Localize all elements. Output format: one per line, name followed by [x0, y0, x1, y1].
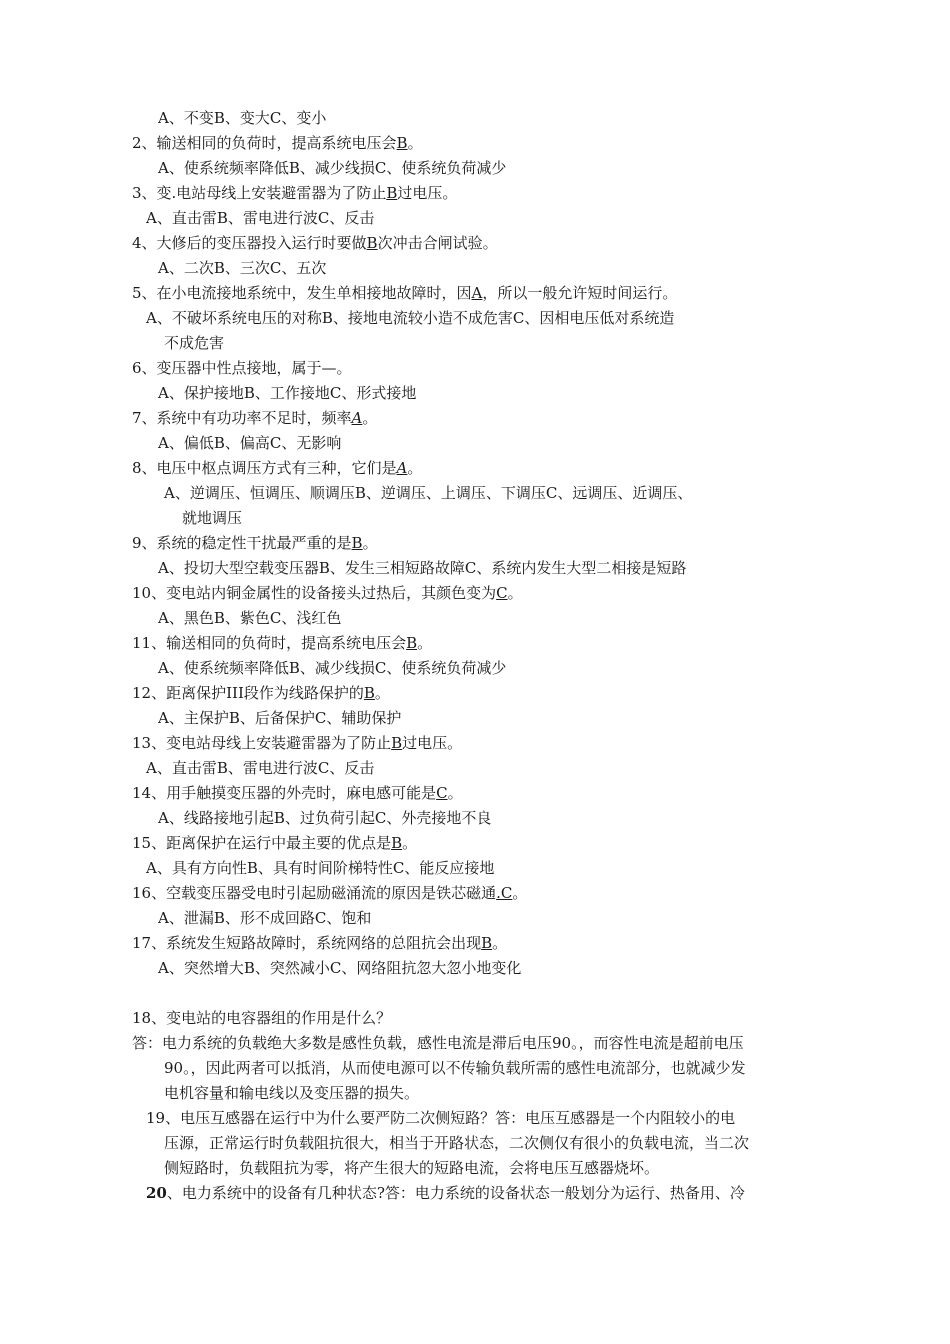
options-line: [164, 481, 692, 505]
question-line: [132, 581, 523, 605]
answer-mark: B: [406, 634, 418, 652]
question-line: [132, 456, 422, 480]
question-tail: 。: [407, 459, 423, 477]
question-text: 2、输送相同的负荷时，提高系统电压会: [132, 134, 397, 152]
question-tail: 。: [407, 134, 423, 152]
qa-paragraph: [164, 1156, 659, 1180]
answer-mark: C: [496, 584, 508, 602]
question-line: [132, 631, 432, 655]
question-tail: 。: [362, 409, 378, 427]
options-line: [158, 381, 416, 405]
question-heading: [132, 1006, 391, 1030]
question-text: 8、电压中枢点调压方式有三种，它们是: [132, 459, 397, 477]
question-line: [132, 681, 390, 705]
options-line: [158, 956, 521, 980]
answer-mark: A: [471, 284, 483, 302]
text: A、线路接地引起B、过负荷引起C、外壳接地不良: [158, 809, 492, 827]
question-tail: ，所以一般允许短时间运行。: [482, 284, 678, 302]
answer-mark: B: [396, 134, 408, 152]
text: A、主保护B、后备保护C、辅助保护: [158, 709, 402, 727]
options-line: [158, 431, 341, 455]
question-tail: 。: [447, 784, 463, 802]
question-line: [132, 181, 457, 205]
text: A、突然增大B、突然减小C、网络阻抗忽大忽小地变化: [158, 959, 522, 977]
question-tail: 。: [507, 584, 523, 602]
question-text: 7、系统中有功功率不足时，频率: [132, 409, 352, 427]
text: A、不变B、变大C、变小: [158, 109, 327, 127]
question-line: [132, 931, 507, 955]
text: A、使系统频率降低B、减少线损C、使系统负荷减少: [158, 659, 507, 677]
question-tail: 次冲击合闸试验。: [377, 234, 498, 252]
answer-mark: A: [351, 409, 363, 427]
options-line: [146, 856, 494, 880]
question-tail: 。: [512, 884, 528, 902]
answer-mark: B: [363, 684, 375, 702]
options-line: [158, 606, 341, 630]
answer-mark: B: [391, 734, 403, 752]
question-text: 4、大修后的变压器投入运行时要做: [132, 234, 367, 252]
text: A、保护接地B、工作接地C、形式接地: [158, 384, 417, 402]
question-line: [132, 406, 377, 430]
text: 压源，正常运行时负载阻抗很大，相当于开路状态，二次侧仅有很小的负载电流，当二次: [164, 1134, 750, 1152]
question-text: 17、系统发生短路故障时，系统网络的总阻抗会出现: [132, 934, 482, 952]
qa-paragraph: [164, 1131, 749, 1155]
options-continuation: [164, 331, 224, 355]
question-line: [132, 881, 527, 905]
question-text: 9、系统的稳定性干扰最严重的是: [132, 534, 352, 552]
answer-mark: B: [391, 834, 403, 852]
question-tail: 。: [362, 534, 378, 552]
options-line: [146, 756, 374, 780]
text: 90。，因此两者可以抵消，从而使电源可以不传输负载所需的感性电流部分，也就减少发: [164, 1059, 746, 1077]
question-line: [132, 231, 498, 255]
qa-paragraph: [146, 1106, 735, 1130]
question-tail: 。: [402, 834, 418, 852]
answer-mark: B: [366, 234, 378, 252]
text: A、不破坏系统电压的对称B、接地电流较小造不成危害C、因相电压低对系统造: [146, 309, 675, 327]
text: 答：电力系统的负载绝大多数是感性负载，感性电流是滞后电压90。，而容性电流是超前电压: [132, 1034, 744, 1052]
text: 电机容量和输电线以及变压器的损失。: [164, 1084, 420, 1102]
question-text: 13、变电站母线上安装避雷器为了防止: [132, 734, 392, 752]
question-text: 16、空载变压器受电时引起励磁涌流的原因是铁芯磁通: [132, 884, 497, 902]
answer-mark: B: [386, 184, 398, 202]
qa-paragraph: [146, 1181, 745, 1205]
question-line: [132, 281, 677, 305]
question-text: 12、距离保护III段作为线路保护的: [132, 684, 364, 702]
options-line: [146, 206, 374, 230]
text: A、直击雷B、雷电进行波C、反击: [146, 759, 375, 777]
options-line: [158, 656, 506, 680]
options-line: [158, 106, 326, 130]
text: 19、电压互感器在运行中为什么要严防二次侧短路？答：电压互感器是一个内阻较小的电: [146, 1109, 736, 1127]
question-line: [132, 131, 423, 155]
question-text: 15、距离保护在运行中最主要的优点是: [132, 834, 392, 852]
options-line: [158, 906, 371, 930]
question-text: 10、变电站内铜金属性的设备接头过热后，其颜色变为: [132, 584, 497, 602]
text: 不成危害: [164, 334, 225, 352]
options-continuation: [182, 506, 242, 530]
options-line: [158, 706, 401, 730]
answer-paragraph: [164, 1056, 746, 1080]
question-line: [132, 356, 352, 380]
question-tail: 过电压。: [402, 734, 463, 752]
text: A、泄漏B、形不成回路C、饱和: [158, 909, 372, 927]
answer-paragraph: [132, 1031, 744, 1055]
text: 就地调压: [182, 509, 243, 527]
question-text: 11、输送相同的负荷时，提高系统电压会: [132, 634, 407, 652]
options-line: [158, 256, 326, 280]
answer-mark: .C: [496, 884, 513, 902]
question-line: [132, 831, 417, 855]
answer-paragraph: [164, 1081, 419, 1105]
text: 侧短路时，负载阻抗为零，将产生很大的短路电流，会将电压互感器烧坏。: [164, 1159, 660, 1177]
question-number: 20: [146, 1184, 167, 1202]
answer-mark: A: [396, 459, 408, 477]
text: 、电力系统中的设备有几种状态?答：电力系统的设备状态一般划分为运行、热备用、冷: [166, 1184, 745, 1202]
question-tail: 过电压。: [397, 184, 458, 202]
question-text: 18、变电站的电容器组的作用是什么？: [132, 1009, 392, 1027]
answer-mark: C: [436, 784, 448, 802]
text: A、二次B、三次C、五次: [158, 259, 327, 277]
question-text: 5、在小电流接地系统中，发生单相接地故障时，因: [132, 284, 472, 302]
answer-mark: B: [351, 534, 363, 552]
question-text: 3、变.电站母线上安装避雷器为了防止: [132, 184, 387, 202]
text: A、黑色B、紫色C、浅红色: [158, 609, 342, 627]
question-text: 14、用手触摸变压器的外壳时，麻电感可能是: [132, 784, 437, 802]
question-tail: 。: [492, 934, 508, 952]
text: A、投切大型空载变压器B、发生三相短路故障C、系统内发生大型二相接是短路: [158, 559, 687, 577]
options-line: [146, 306, 674, 330]
question-tail: 。: [417, 634, 433, 652]
text: A、直击雷B、雷电进行波C、反击: [146, 209, 375, 227]
answer-mark: B: [481, 934, 493, 952]
text: A、使系统频率降低B、减少线损C、使系统负荷减少: [158, 159, 507, 177]
question-tail: 。: [374, 684, 390, 702]
options-line: [158, 156, 506, 180]
question-line: [132, 781, 463, 805]
question-line: [132, 531, 378, 555]
question-line: [132, 731, 462, 755]
options-line: [158, 806, 491, 830]
text: A、具有方向性B、具有时间阶梯特性C、能反应接地: [146, 859, 495, 877]
options-line: [158, 556, 686, 580]
text: A、偏低B、偏高C、无影响: [158, 434, 342, 452]
question-text: 6、变压器中性点接地，属于—。: [132, 359, 352, 377]
text: A、逆调压、恒调压、顺调压B、逆调压、上调压、下调压C、远调压、近调压、: [164, 484, 693, 502]
